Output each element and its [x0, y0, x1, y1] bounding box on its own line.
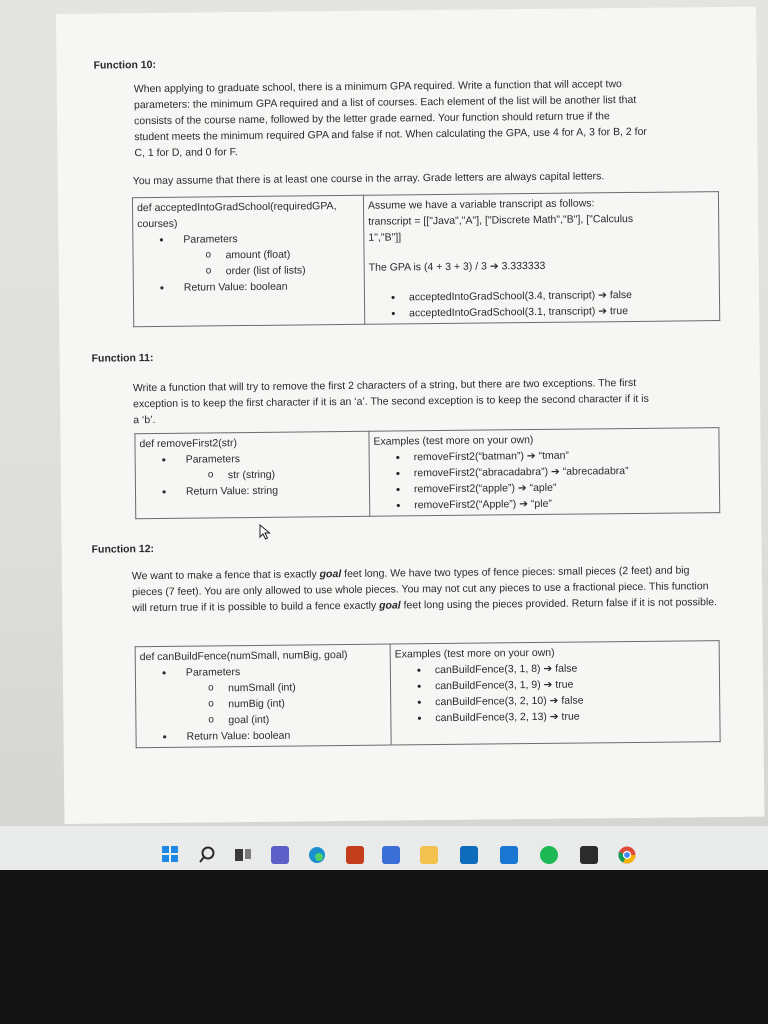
function-10-heading: Function 10:	[93, 58, 157, 72]
function-12-spec-table	[135, 640, 721, 748]
function-11-heading: Function 11:	[91, 351, 154, 365]
parameters-item	[140, 663, 387, 730]
example-item: • removeFirst2(“apple”) ➔ “aple”	[374, 478, 715, 498]
function-10-signature-cell	[132, 195, 364, 326]
example-line: Assume we have a variable transcript as follows:	[367, 197, 595, 212]
search-icon[interactable]	[198, 846, 216, 864]
function-11-signature-cell	[135, 431, 370, 518]
parameters-label: Parameters	[185, 666, 241, 679]
function-10-assumption: You may assume that there is at least one course in the array. Grade letters are always capital letters.	[132, 170, 605, 188]
description-line: student meets the minimum required GPA and false if not. When calculating the GPA, use 4 for A, 3 for B, 2 for	[134, 125, 647, 144]
example-item: • removeFirst2(“Apple”) ➔ “ple”	[374, 494, 715, 514]
param-item: o order (list of lists)	[184, 262, 360, 280]
example-line: transcript = [["Java","A"], ["Discrete Math","B"], ["Calculus	[368, 212, 634, 228]
examples-header: Examples (test more on your own)	[373, 434, 534, 448]
example-item: • removeFirst2(“batman”) ➔ “tman”	[374, 446, 715, 466]
example-item: • removeFirst2(“abracadabra”) ➔ “abrecadabra”	[374, 462, 715, 482]
parameters-label: Parameters	[183, 233, 238, 246]
return-value-item: • Return Value: string	[140, 482, 365, 500]
function-12-example-cell	[390, 641, 720, 745]
edge-icon[interactable]	[308, 846, 326, 864]
function-signature: def acceptedIntoGradSchool(requiredGPA,	[136, 200, 337, 215]
param-item: o numSmall (int)	[186, 679, 386, 697]
example-line: 1","B"]]	[368, 231, 402, 244]
mouse-cursor-icon	[259, 524, 271, 540]
description-line: C, 1 for D, and 0 for F.	[134, 146, 238, 160]
param-item: o amount (float)	[183, 246, 359, 264]
gpa-note: The GPA is (4 + 3 + 3) / 3 ➔ 3.333333	[368, 259, 546, 274]
start-icon[interactable]	[162, 846, 178, 862]
description-line: When applying to graduate school, there is a minimum GPA required. Write a function that will accept two	[133, 78, 622, 96]
example-item: • acceptedIntoGradSchool(3.4, transcript) ➔ false	[369, 286, 715, 306]
examples-header: Examples (test more on your own)	[394, 646, 555, 661]
example-item: • canBuildFence(3, 1, 9) ➔ true	[395, 675, 715, 694]
return-value-item: • Return Value: boolean	[138, 278, 360, 296]
example-item: • canBuildFence(3, 2, 10) ➔ false	[395, 691, 715, 710]
parameters-item	[137, 230, 359, 280]
function-11-description	[133, 374, 708, 428]
param-item: o goal (int)	[186, 711, 386, 729]
function-10-description	[134, 75, 710, 161]
return-value-item: • Return Value: boolean	[140, 727, 386, 746]
example-item: • acceptedIntoGradSchool(3.1, transcript) ➔ true	[369, 302, 715, 322]
function-10-example-cell	[363, 192, 719, 325]
parameters-item	[140, 450, 365, 484]
function-12-signature-cell	[135, 644, 391, 748]
function-11-example-cell	[369, 428, 720, 517]
example-item: • canBuildFence(3, 1, 8) ➔ false	[395, 659, 715, 678]
parameters-label: Parameters	[185, 453, 241, 466]
param-item: o str (string)	[186, 466, 365, 484]
description-line: parameters: the minimum GPA required and a list of courses. Each element of the list will be another list that	[133, 93, 637, 112]
function-signature: def canBuildFence(numSmall, numBig, goal)	[139, 648, 348, 664]
description-line: Write a function that will try to remove the first 2 characters of a string, but there are two exceptions. The first	[132, 376, 637, 395]
function-12-description: We want to make a fence that is exactly goal feet long. We have two types of fence pieces: small pieces (2 feet) and big pieces (7 feet). You are only allowed to use whole pieces. You may not cut any pieces to use a fractional piece. This function will return true if it is possible to build a fence exactly goal feet long using the pieces provided. Return false if it is not possible.	[131, 564, 718, 615]
param-item: o numBig (int)	[186, 695, 386, 713]
store-icon[interactable]	[382, 846, 400, 864]
monitor-bezel	[0, 870, 768, 1024]
document-page	[56, 7, 764, 824]
sticky-notes-icon[interactable]	[580, 846, 598, 864]
function-12-heading: Function 12:	[91, 543, 155, 556]
description-line: consists of the course name, followed by the letter grade earned. Your function should return true if the	[134, 110, 610, 128]
description-line: a ‘b’.	[133, 413, 156, 427]
file-explorer-icon[interactable]	[420, 846, 438, 864]
description-line: exception is to keep the first character if it is an ‘a’. The second exception is to keep the second character if it is	[133, 392, 649, 411]
mail-icon[interactable]	[500, 846, 518, 864]
function-11-spec-table	[134, 427, 720, 519]
example-item: • canBuildFence(3, 2, 13) ➔ true	[395, 707, 715, 726]
task-view-icon[interactable]	[234, 846, 252, 864]
chrome-icon[interactable]	[618, 846, 636, 864]
function-signature: def removeFirst2(str)	[139, 437, 238, 451]
meet-icon[interactable]	[271, 846, 289, 864]
office-icon[interactable]	[346, 846, 364, 864]
function-10-spec-table	[132, 191, 720, 327]
function-signature: courses)	[137, 217, 178, 231]
outlook-icon[interactable]	[460, 846, 478, 864]
spotify-icon[interactable]	[540, 846, 558, 864]
